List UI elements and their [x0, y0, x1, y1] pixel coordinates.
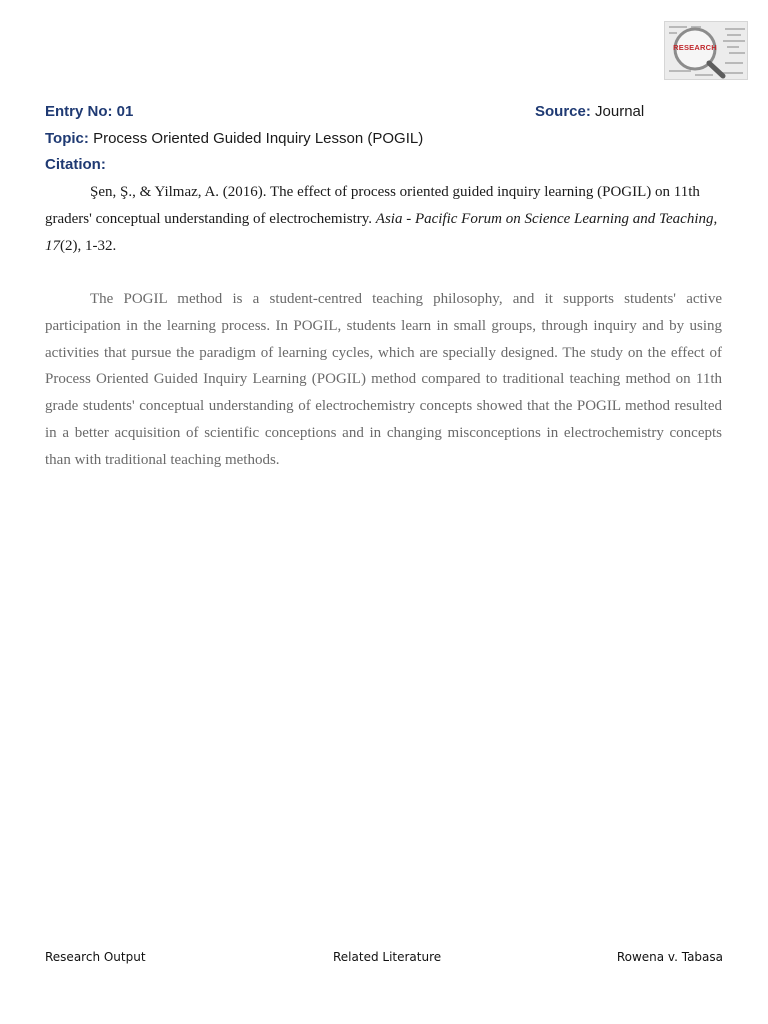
topic	[45, 130, 423, 147]
entry-number	[45, 103, 133, 120]
topic-label: Topic:	[45, 130, 89, 147]
source-label: Source:	[535, 103, 591, 120]
citation-volume: 17	[45, 238, 60, 254]
footer-center: Related Literature	[333, 950, 442, 964]
abstract-paragraph	[45, 286, 722, 474]
abstract-text: The POGIL method is a student-centred teaching philosophy, and it supports students' active participation in the learning process. In POGIL, students learn in small groups, through inquiry and by using activities that pursue the paradigm of learning cycles, which are specially designed. The study on the effect of Process Oriented Guided Inquiry Learning (POGIL) method compared to traditional teaching method on 11th grade students' conceptual understanding of electrochemistry concepts showed that the POGIL method resulted in a better acquisition of scientific conceptions and in changing misconceptions in electrochemistry concepts than with traditional teaching methods.	[45, 291, 722, 468]
source	[535, 103, 644, 120]
citation-label: Citation:	[45, 156, 106, 173]
citation-text: Şen, Ş., & Yilmaz, A. (2016). The effect of process oriented guided inquiry learning (POGIL) on 11th graders' conceptual understanding of electrochemistry. Asia - Pacific Forum on Science Learning and Teaching, 17(2), 1-32.	[45, 184, 718, 254]
research-logo	[664, 21, 748, 80]
entry-value: 01	[116, 103, 134, 120]
logo-text: RESEARCH	[673, 43, 717, 52]
citation-journal: Asia - Pacific Forum on Science Learning and Teaching	[375, 211, 714, 227]
topic-value: Process Oriented Guided Inquiry Lesson (POGIL)	[93, 130, 424, 147]
entry-label: Entry No:	[45, 103, 113, 120]
citation-heading	[45, 156, 106, 173]
citation-issue-pages: (2), 1-32.	[60, 238, 117, 254]
citation-body: Şen, Ş., & Yilmaz, A. (2016). The effect of process oriented guided inquiry learning (POGIL) on 11th graders' conceptual understanding of electrochemistry.	[45, 184, 700, 227]
footer-right: Rowena v. Tabasa	[616, 950, 723, 964]
source-value: Journal	[595, 103, 645, 120]
footer-left: Research Output	[45, 950, 146, 964]
